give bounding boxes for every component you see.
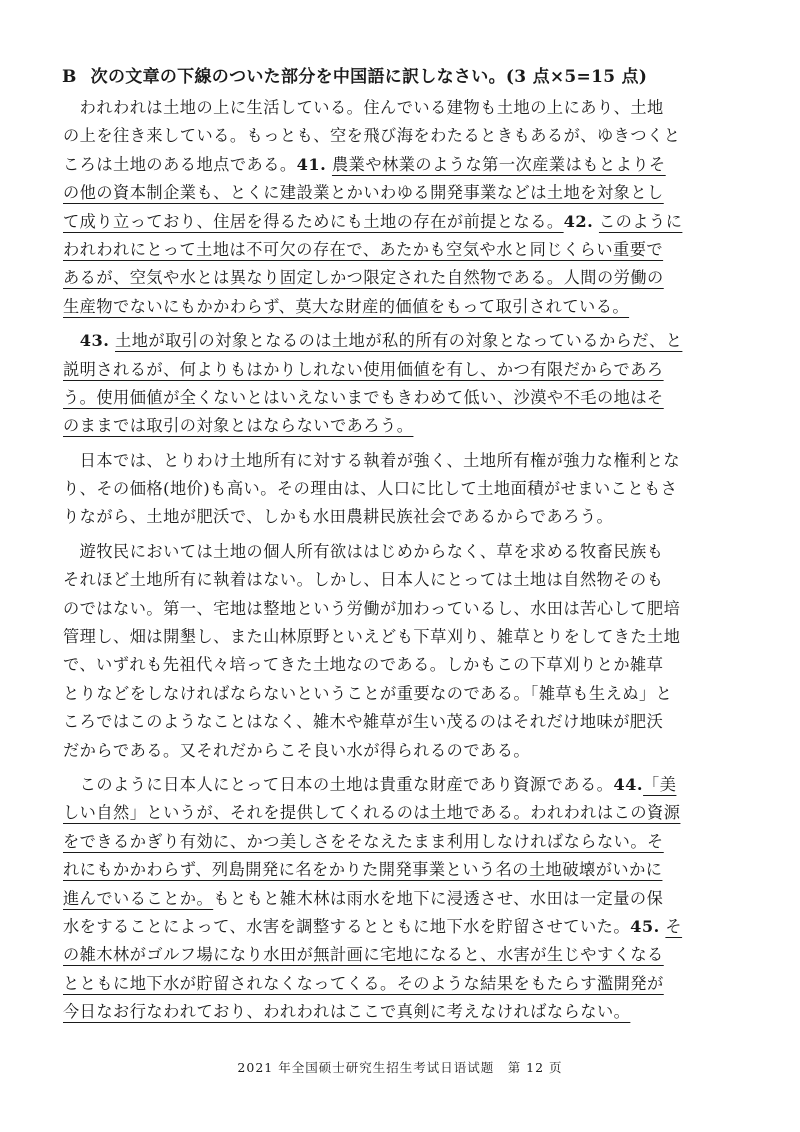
passage-line [63, 475, 739, 503]
text-run: 日本では、とりわけ土地所有に対する執着が強く、土地所有権が強力な権利とな [63, 450, 681, 470]
underlined-text: をできるかぎり有効に、かつ美しさをそなえたまま利用しなければならない。そ [63, 831, 664, 851]
passage-line [63, 595, 739, 623]
underlined-text: う。使用価値が全くないとはいえないまでもきわめて低い、沙漠や不毛の地はそ [63, 387, 664, 407]
text-run: もともと雑木林は雨水を地下に浸透させ、水田は一定量の保 [213, 888, 664, 908]
passage-line [63, 623, 739, 651]
text-run: で、いずれも先祖代々培ってきた土地なのである。しかもこの下草刈りとか雑草 [63, 655, 664, 675]
question-number-43: 43. [79, 331, 110, 351]
passage-line [63, 179, 739, 207]
passage-line [63, 208, 739, 236]
underlined-text: の他の資本制企業も、とくに建設業とかいわゆる開発事業などは土地を対象とし [63, 183, 664, 203]
passage-line [63, 913, 739, 941]
text-run: それほど土地所有に執着はない。しかし、日本人にとっては土地は自然物そのも [63, 570, 664, 590]
passage-line [63, 356, 739, 384]
section-instruction: 次の文章の下線のついた部分を中国語に訳しなさい。 [90, 67, 506, 87]
passage-line [63, 856, 739, 884]
passage-line [63, 447, 739, 475]
text-run: このように日本人にとって日本の土地は貴重な財産であり資源である。 [63, 774, 614, 794]
passage [63, 94, 739, 1027]
text-run: とりなどをしなければならないということが重要なのである。「雑草も生えぬ」と [63, 683, 673, 703]
passage-line [63, 151, 739, 179]
text-run: のではない。第一、宅地は整地という労働が加わっているし、水田は苦心して肥培 [63, 598, 681, 618]
text-run: り、その価格(地价)も高い。その理由は、人口に比して土地面積がせまいこともさ [63, 479, 678, 499]
question-number-42: 42. [563, 211, 594, 231]
underlined-text: われわれにとって土地は不可欠の存在で、あたかも空気や水と同じくらい重要で [63, 239, 664, 259]
underlined-text: れにもかかわらず、列島開発に名をかりた開発事業という名の土地破壊がいかに [63, 860, 663, 880]
passage-line [63, 828, 739, 856]
text-run: りながら、土地が肥沃で、しかも水田農耕民族社会であるからであろう。 [63, 507, 614, 527]
passage-line [63, 885, 739, 913]
passage-line [63, 680, 739, 708]
underlined-text: 農業や林業のような第一次産業はもとよりそ [331, 154, 666, 174]
passage-line [63, 264, 739, 292]
passage-line [63, 737, 739, 765]
page-footer: 2021 年全国硕士研究生招生考试日语试题 第 12 页 [237, 1060, 563, 1075]
underlined-text: のままでは取引の対象とはならないであろう。 [63, 416, 414, 436]
text-run: われわれは土地の上に生活している。住んでいる建物も土地の上にあり、土地 [63, 98, 664, 117]
section-heading [62, 62, 647, 87]
passage-line [63, 998, 739, 1026]
passage-line [63, 538, 739, 566]
passage-line [63, 327, 739, 355]
underlined-text: そ [665, 916, 683, 936]
underlined-text: 生産物でないにもかかわらず、莫大な財産的価値をもって取引されている。 [63, 296, 630, 316]
underlined-text: 進んでいることか。 [63, 888, 214, 908]
underlined-text: 今日なお行なわれており、われわれはここで真剣に考えなければならない。 [63, 1002, 631, 1022]
passage-line [63, 771, 739, 799]
underlined-text: 説明されるが、何よりもはかりしれない使用価値を有し、かつ有限だからであろ [63, 359, 664, 379]
passage-line [63, 651, 739, 679]
question-number-44: 44. [613, 774, 644, 794]
passage-line [63, 970, 739, 998]
text-run: ころは土地のある地点である。 [63, 154, 297, 174]
passage-line [63, 236, 739, 264]
passage-line [63, 293, 739, 321]
passage-line [63, 566, 739, 594]
passage-line [63, 94, 739, 122]
text-run: の上を往き来している。もっとも、空を飛び海をわたるときもあるが、ゆきつくと [63, 126, 681, 146]
underlined-text: 「美 [643, 774, 677, 794]
passage-line [63, 941, 739, 969]
underlined-text: このように [598, 211, 683, 231]
question-number-41: 41. [296, 154, 327, 174]
underlined-text: あるが、空気や水とは異なり固定しかつ限定された自然物である。人間の労働の [63, 268, 664, 288]
passage-line [63, 503, 739, 531]
underlined-text: て成り立っており、住居を得るためにも土地の存在が前提となる。 [63, 211, 564, 231]
text-run: ころではこのようなことはなく、雑木や雑草が生い茂るのはそれだけ地味が肥沃 [63, 712, 664, 732]
underlined-text: の雑木林がゴルフ場になり水田が無計画に宅地になると、水害が生じやすくなる [63, 945, 664, 965]
underlined-text: 土地が取引の対象となるのは土地が私的所有の対象となっているからだ、と [115, 331, 683, 351]
passage-line [63, 799, 739, 827]
text-run: 遊牧民においては土地の個人所有欲ははじめからなく、草を求める牧畜民族も [63, 541, 664, 561]
text-run: 水をすることによって、水害を調整するとともに地下水を貯留させていた。 [63, 916, 631, 936]
passage-line [63, 384, 739, 412]
text-run: 管理し、畑は開墾し、また山林原野といえども下草刈り、雑草とりをしてきた土地 [63, 627, 681, 647]
passage-line [63, 412, 739, 440]
text-run: だからである。又それだからこそ良い水が得られるのである。 [63, 740, 531, 760]
question-number-45: 45. [630, 916, 660, 936]
passage-line [63, 122, 739, 150]
section-points: (3 点×5=15 点) [505, 67, 648, 87]
passage-line [63, 708, 739, 736]
section-label: B [62, 67, 77, 87]
underlined-text: とともに地下水が貯留されなくなってくる。そのような結果をもたらす濫開発が [63, 973, 664, 993]
underlined-text: しい自然」というが、それを提供してくれるのは土地である。われわれはこの資源 [63, 803, 681, 823]
